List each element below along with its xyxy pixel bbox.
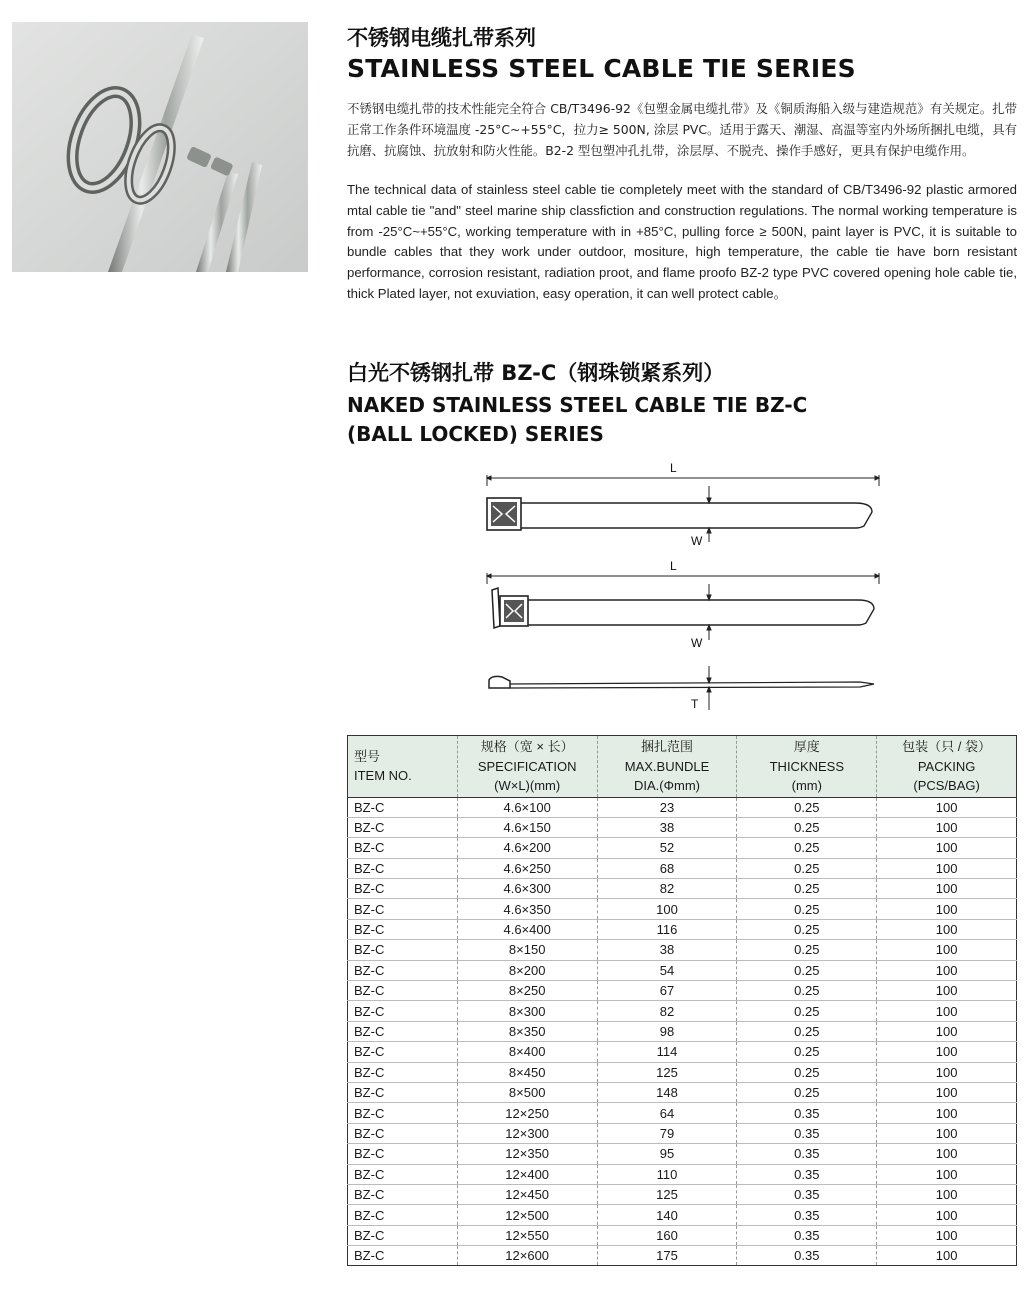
cell-specification: 4.6×100 [457,797,597,817]
cell-max-bundle: 125 [597,1062,737,1082]
col-specification: 规格（宽 × 长） SPECIFICATION (W×L)(mm) [457,736,597,798]
table-row [348,817,1017,837]
cell-thickness: 0.35 [737,1246,877,1266]
cell-thickness: 0.25 [737,940,877,960]
cell-thickness: 0.25 [737,1001,877,1021]
cell-item-no: BZ-C [348,960,458,980]
col-thickness: 厚度 THICKNESS (mm) [737,736,877,798]
table-row [348,940,1017,960]
cell-specification: 12×400 [457,1164,597,1184]
width-label-2: W [691,636,703,650]
cell-specification: 8×250 [457,981,597,1001]
cell-packing: 100 [877,940,1017,960]
cell-max-bundle: 64 [597,1103,737,1123]
cell-specification: 12×300 [457,1123,597,1143]
cell-item-no: BZ-C [348,817,458,837]
tie-top-view-1 [487,475,879,542]
cell-max-bundle: 116 [597,919,737,939]
table-row [348,1205,1017,1225]
cable-tie-illustration [12,22,308,272]
cell-packing: 100 [877,981,1017,1001]
col-item-no: 型号 ITEM NO. [348,736,458,798]
cell-item-no: BZ-C [348,1246,458,1266]
technical-diagram [480,458,890,718]
cell-specification: 8×350 [457,1021,597,1041]
cell-specification: 4.6×350 [457,899,597,919]
cell-max-bundle: 100 [597,899,737,919]
cell-thickness: 0.25 [737,1062,877,1082]
cell-specification: 12×600 [457,1246,597,1266]
col-max-bundle: 捆扎范围 MAX.BUNDLE DIA.(Φmm) [597,736,737,798]
section-title-en [347,391,807,449]
thickness-label: T [691,697,699,711]
cell-thickness: 0.25 [737,919,877,939]
tie-side-view [489,666,874,710]
cell-max-bundle: 38 [597,817,737,837]
width-label-1: W [691,534,703,548]
cell-thickness: 0.35 [737,1184,877,1204]
cell-packing: 100 [877,899,1017,919]
cell-specification: 4.6×250 [457,858,597,878]
table-row [348,919,1017,939]
cell-specification: 12×250 [457,1103,597,1123]
cell-item-no: BZ-C [348,1164,458,1184]
table-header [348,736,1017,798]
cell-thickness: 0.25 [737,1042,877,1062]
cell-item-no: BZ-C [348,1205,458,1225]
cell-specification: 8×400 [457,1042,597,1062]
cell-max-bundle: 160 [597,1225,737,1245]
cell-max-bundle: 82 [597,1001,737,1021]
cell-item-no: BZ-C [348,1082,458,1102]
cell-item-no: BZ-C [348,1184,458,1204]
table-row [348,1021,1017,1041]
cell-specification: 8×150 [457,940,597,960]
cell-item-no: BZ-C [348,1144,458,1164]
cell-packing: 100 [877,1042,1017,1062]
tie-top-view-2 [487,573,879,640]
cell-max-bundle: 175 [597,1246,737,1266]
cell-max-bundle: 148 [597,1082,737,1102]
cell-specification: 8×200 [457,960,597,980]
table-row [348,838,1017,858]
cell-thickness: 0.25 [737,797,877,817]
cell-item-no: BZ-C [348,1062,458,1082]
description-cn: 不锈钢电缆扎带的技术性能完全符合 CB/T3496-92《包塑金属电缆扎带》及《铜质海船入级与建造规范》有关规定。扎带正常工作条件环境温度 -25°C~+55°C，拉力≥ 500N, 涂层 PVC。适用于露天、潮湿、高温等室内外场所捆扎电缆，具有抗磨、抗腐蚀、抗放射和防火性能。B2-2 型包塑冲孔扎带，涂层厚、不脱壳、操作手感好，更具有保护电缆作用。 [347,101,1017,158]
table-row [348,1042,1017,1062]
cell-specification: 12×500 [457,1205,597,1225]
cell-max-bundle: 82 [597,879,737,899]
cell-thickness: 0.25 [737,838,877,858]
cell-max-bundle: 140 [597,1205,737,1225]
table-row [348,960,1017,980]
cell-thickness: 0.25 [737,981,877,1001]
table-row [348,1123,1017,1143]
cell-thickness: 0.25 [737,817,877,837]
cell-max-bundle: 38 [597,940,737,960]
cell-packing: 100 [877,1225,1017,1245]
table-row [348,879,1017,899]
cell-specification: 4.6×300 [457,879,597,899]
table-row [348,1144,1017,1164]
cell-packing: 100 [877,919,1017,939]
table-row [348,981,1017,1001]
cell-specification: 8×500 [457,1082,597,1102]
cell-packing: 100 [877,960,1017,980]
cell-max-bundle: 98 [597,1021,737,1041]
cell-max-bundle: 68 [597,858,737,878]
cell-thickness: 0.25 [737,858,877,878]
col-packing: 包装（只 / 袋） PACKING (PCS/BAG) [877,736,1017,798]
cell-item-no: BZ-C [348,1001,458,1021]
cell-item-no: BZ-C [348,940,458,960]
cell-max-bundle: 95 [597,1144,737,1164]
section-title-en-line1: NAKED STAINLESS STEEL CABLE TIE BZ-C [347,393,808,417]
cell-packing: 100 [877,1062,1017,1082]
cell-packing: 100 [877,1021,1017,1041]
page-title-cn: 不锈钢电缆扎带系列 [347,26,536,50]
table-body [348,797,1017,1266]
table-row [348,1184,1017,1204]
cell-thickness: 0.25 [737,1021,877,1041]
cell-packing: 100 [877,879,1017,899]
length-label-2: L [670,559,677,573]
cell-item-no: BZ-C [348,981,458,1001]
cell-thickness: 0.25 [737,1082,877,1102]
cell-item-no: BZ-C [348,899,458,919]
cell-max-bundle: 114 [597,1042,737,1062]
cell-packing: 100 [877,817,1017,837]
spec-table [347,735,1017,1266]
table-row [348,1103,1017,1123]
cell-packing: 100 [877,1103,1017,1123]
cell-item-no: BZ-C [348,1225,458,1245]
cell-packing: 100 [877,1144,1017,1164]
cell-max-bundle: 67 [597,981,737,1001]
page-title-en: STAINLESS STEEL CABLE TIE SERIES [347,54,856,83]
cell-packing: 100 [877,1184,1017,1204]
cell-thickness: 0.25 [737,899,877,919]
cell-thickness: 0.35 [737,1164,877,1184]
cell-item-no: BZ-C [348,838,458,858]
cell-max-bundle: 110 [597,1164,737,1184]
cell-item-no: BZ-C [348,1123,458,1143]
cell-specification: 4.6×400 [457,919,597,939]
cell-packing: 100 [877,1123,1017,1143]
cell-item-no: BZ-C [348,1021,458,1041]
cell-max-bundle: 23 [597,797,737,817]
section-title-cn: 白光不锈钢扎带 BZ-C（钢珠锁紧系列） [347,361,725,385]
table-row [348,1164,1017,1184]
cell-packing: 100 [877,858,1017,878]
cell-thickness: 0.35 [737,1225,877,1245]
cell-packing: 100 [877,797,1017,817]
cell-thickness: 0.25 [737,879,877,899]
table-row [348,899,1017,919]
cell-packing: 100 [877,1205,1017,1225]
section-title-en-line2: (BALL LOCKED) SERIES [347,422,604,446]
cell-packing: 100 [877,1082,1017,1102]
cell-thickness: 0.35 [737,1144,877,1164]
product-photo [12,22,308,272]
cell-item-no: BZ-C [348,919,458,939]
cell-item-no: BZ-C [348,1042,458,1062]
table-row [348,797,1017,817]
cell-specification: 12×550 [457,1225,597,1245]
cell-thickness: 0.35 [737,1103,877,1123]
cell-packing: 100 [877,1164,1017,1184]
cell-specification: 4.6×150 [457,817,597,837]
cell-specification: 8×300 [457,1001,597,1021]
table-row [348,1001,1017,1021]
cell-specification: 12×450 [457,1184,597,1204]
table-row [348,858,1017,878]
cell-item-no: BZ-C [348,858,458,878]
cell-packing: 100 [877,1001,1017,1021]
cell-max-bundle: 125 [597,1184,737,1204]
cell-packing: 100 [877,1246,1017,1266]
cell-packing: 100 [877,838,1017,858]
cell-specification: 8×450 [457,1062,597,1082]
cell-thickness: 0.35 [737,1205,877,1225]
cell-thickness: 0.25 [737,960,877,980]
cell-max-bundle: 52 [597,838,737,858]
cell-item-no: BZ-C [348,1103,458,1123]
length-label-1: L [670,461,677,475]
cell-max-bundle: 79 [597,1123,737,1143]
cell-item-no: BZ-C [348,879,458,899]
table-row [348,1082,1017,1102]
description-en: The technical data of stainless steel cable tie completely meet with the standard of CB/T3496-92 plastic armored mtal cable tie "and" steel marine ship classfiction and construction regulations. The normal working temperature is from -25°C~+55°C, working temperature with in +85°C, pulling force ≥ 500N, paint layer is PVC, it is suitable to bundle cables that they work under outdoor, mositure, high temperature, the cable tie have born resistant performance, corrosion resistant, radiation proot, and flame proofo BZ-2 type PVC covered opening hole cable tie, thick Plated layer, not exuviation, easy operation, it can well protect cable。 [347,182,1017,301]
table-row [348,1246,1017,1266]
cell-specification: 12×350 [457,1144,597,1164]
table-row [348,1062,1017,1082]
cell-item-no: BZ-C [348,797,458,817]
cell-thickness: 0.35 [737,1123,877,1143]
cell-specification: 4.6×200 [457,838,597,858]
cell-max-bundle: 54 [597,960,737,980]
table-row [348,1225,1017,1245]
